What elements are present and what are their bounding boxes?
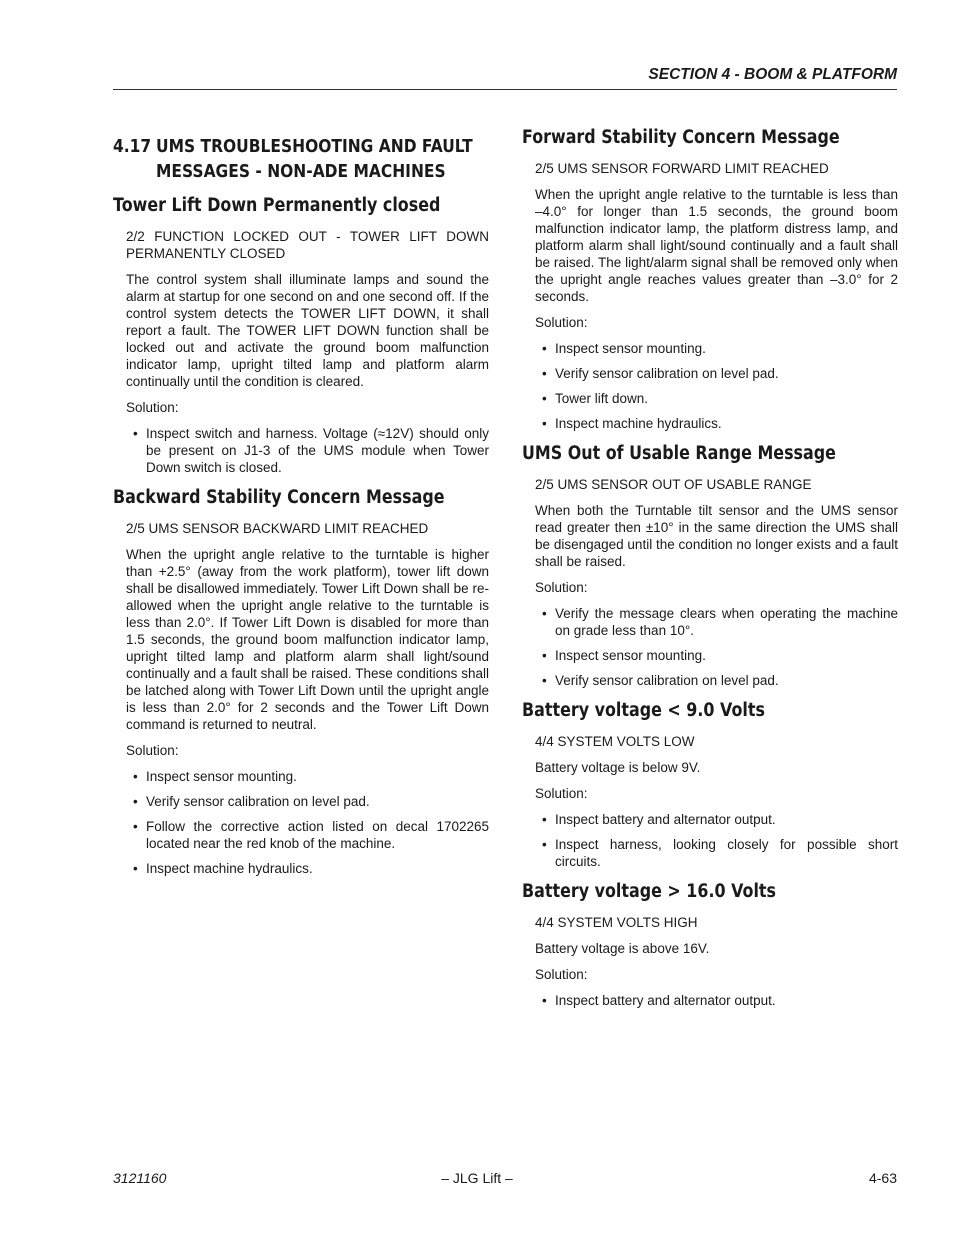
- forward-stability-body: [522, 160, 898, 432]
- solution-list: [535, 340, 898, 432]
- solution-label: Solution:: [535, 967, 588, 982]
- battery-low-body: [522, 733, 898, 870]
- heading-tower-lift-down: Tower Lift Down Permanently closed: [113, 195, 441, 216]
- ums-out-of-range-body: [522, 476, 898, 689]
- tower-lift-down-body: [113, 228, 489, 476]
- solution-label: Solution:: [535, 786, 588, 801]
- solution-list: [126, 768, 489, 877]
- fault-code: 2/5 UMS SENSOR OUT OF USABLE RANGE: [535, 477, 812, 492]
- list-item: • Inspect sensor mounting.: [535, 340, 898, 357]
- list-item: • Follow the corrective action listed on decal 1702265 located near the red knob of the machine.: [126, 818, 489, 852]
- list-item: • Inspect machine hydraulics.: [535, 415, 898, 432]
- list-item: • Inspect sensor mounting.: [535, 647, 898, 664]
- section-header: SECTION 4 - BOOM & PLATFORM: [648, 66, 897, 83]
- description: When the upright angle relative to the turntable is higher than +2.5° (away from the work platform), tower lift down shall be disallowed immediately. Tower Lift Down shall be re-allowed when the upright angle relative to the turntable is less than 2.0°. If Tower Lift Down is disabled for more than 1.5 seconds, the ground boom malfunction indicator lamp, upright tilted lamp and platform alarm shall light/sound continually and a fault shall be raised. These conditions shall be latched along with Tower Lift Down until the upright angle is less than 2.0° for 2 seconds and the Tower Lift Down command is returned to neutral.: [126, 547, 489, 732]
- fault-code: 2/5 UMS SENSOR FORWARD LIMIT REACHED: [535, 161, 829, 176]
- description: Battery voltage is below 9V.: [535, 760, 701, 775]
- list-item: • Inspect switch and harness. Voltage (≈12V) should only be present on J1-3 of the UMS module when Tower Down switch is closed.: [126, 425, 489, 476]
- list-item: • Inspect battery and alternator output.: [535, 811, 898, 828]
- description: The control system shall illuminate lamps and sound the alarm at startup for one second on and one second off. If the control system detects the TOWER LIFT DOWN, it shall report a fault. The TOWER LIFT DOWN function shall be locked out and activate the ground boom malfunction indicator lamp, upright tilted lamp and platform alarm continually until the condition is cleared.: [126, 272, 489, 389]
- header-rule: [113, 89, 897, 90]
- section-title: [113, 134, 491, 184]
- heading-ums-out-of-range: UMS Out of Usable Range Message: [522, 443, 836, 464]
- description: Battery voltage is above 16V.: [535, 941, 710, 956]
- list-item: • Tower lift down.: [535, 390, 898, 407]
- list-item: • Inspect harness, looking closely for possible short circuits.: [535, 836, 898, 870]
- left-column: [113, 126, 489, 887]
- section-title-text: UMS TROUBLESHOOTING AND FAULT MESSAGES - NON-ADE MACHINES: [156, 136, 473, 182]
- list-item: • Inspect sensor mounting.: [126, 768, 489, 785]
- footer-page-number: 4-63: [868, 1170, 897, 1186]
- footer-doc-number: 3121160: [113, 1170, 167, 1186]
- list-item: • Inspect battery and alternator output.: [535, 992, 898, 1009]
- solution-list: [535, 811, 898, 870]
- battery-high-body: [522, 914, 898, 1009]
- heading-forward-stability: Forward Stability Concern Message: [522, 127, 840, 148]
- list-item: • Verify sensor calibration on level pad.: [535, 365, 898, 382]
- section-number: 4.17: [113, 136, 152, 157]
- solution-label: Solution:: [126, 400, 179, 415]
- heading-battery-high: Battery voltage > 16.0 Volts: [522, 881, 777, 902]
- heading-backward-stability: Backward Stability Concern Message: [113, 487, 445, 508]
- solution-label: Solution:: [535, 580, 588, 595]
- heading-battery-low: Battery voltage < 9.0 Volts: [522, 700, 765, 721]
- solution-list: [126, 425, 489, 476]
- fault-code: 4/4 SYSTEM VOLTS HIGH: [535, 915, 698, 930]
- solution-label: Solution:: [126, 743, 179, 758]
- list-item: • Verify sensor calibration on level pad.: [126, 793, 489, 810]
- list-item: • Verify the message clears when operating the machine on grade less than 10°.: [535, 605, 898, 639]
- list-item: • Verify sensor calibration on level pad.: [535, 672, 898, 689]
- solution-list: [535, 992, 898, 1009]
- backward-stability-body: [113, 520, 489, 877]
- right-column: [522, 126, 898, 1019]
- solution-list: [535, 605, 898, 689]
- description: When both the Turntable tilt sensor and the UMS sensor read greater then ±10° in the same direction the UMS shall be disengaged until the condition no longer exists and a fault shall be raised.: [535, 503, 898, 569]
- description: When the upright angle relative to the turntable is less than –4.0° for longer than 1.5 seconds, the ground boom malfunction indicator lamp, the platform distress lamp, and platform alarm shall light/sound continually and a fault shall be raised. The light/alarm signal shall be removed only when the upright angle reaches values greater than –3.0° for 2 seconds.: [535, 187, 898, 304]
- fault-code: 4/4 SYSTEM VOLTS LOW: [535, 734, 695, 749]
- footer-brand: – JLG Lift –: [441, 1170, 513, 1186]
- fault-code: 2/2 FUNCTION LOCKED OUT - TOWER LIFT DOWN PERMANENTLY CLOSED: [126, 229, 489, 261]
- solution-label: Solution:: [535, 315, 588, 330]
- list-item: • Inspect machine hydraulics.: [126, 860, 489, 877]
- fault-code: 2/5 UMS SENSOR BACKWARD LIMIT REACHED: [126, 521, 429, 536]
